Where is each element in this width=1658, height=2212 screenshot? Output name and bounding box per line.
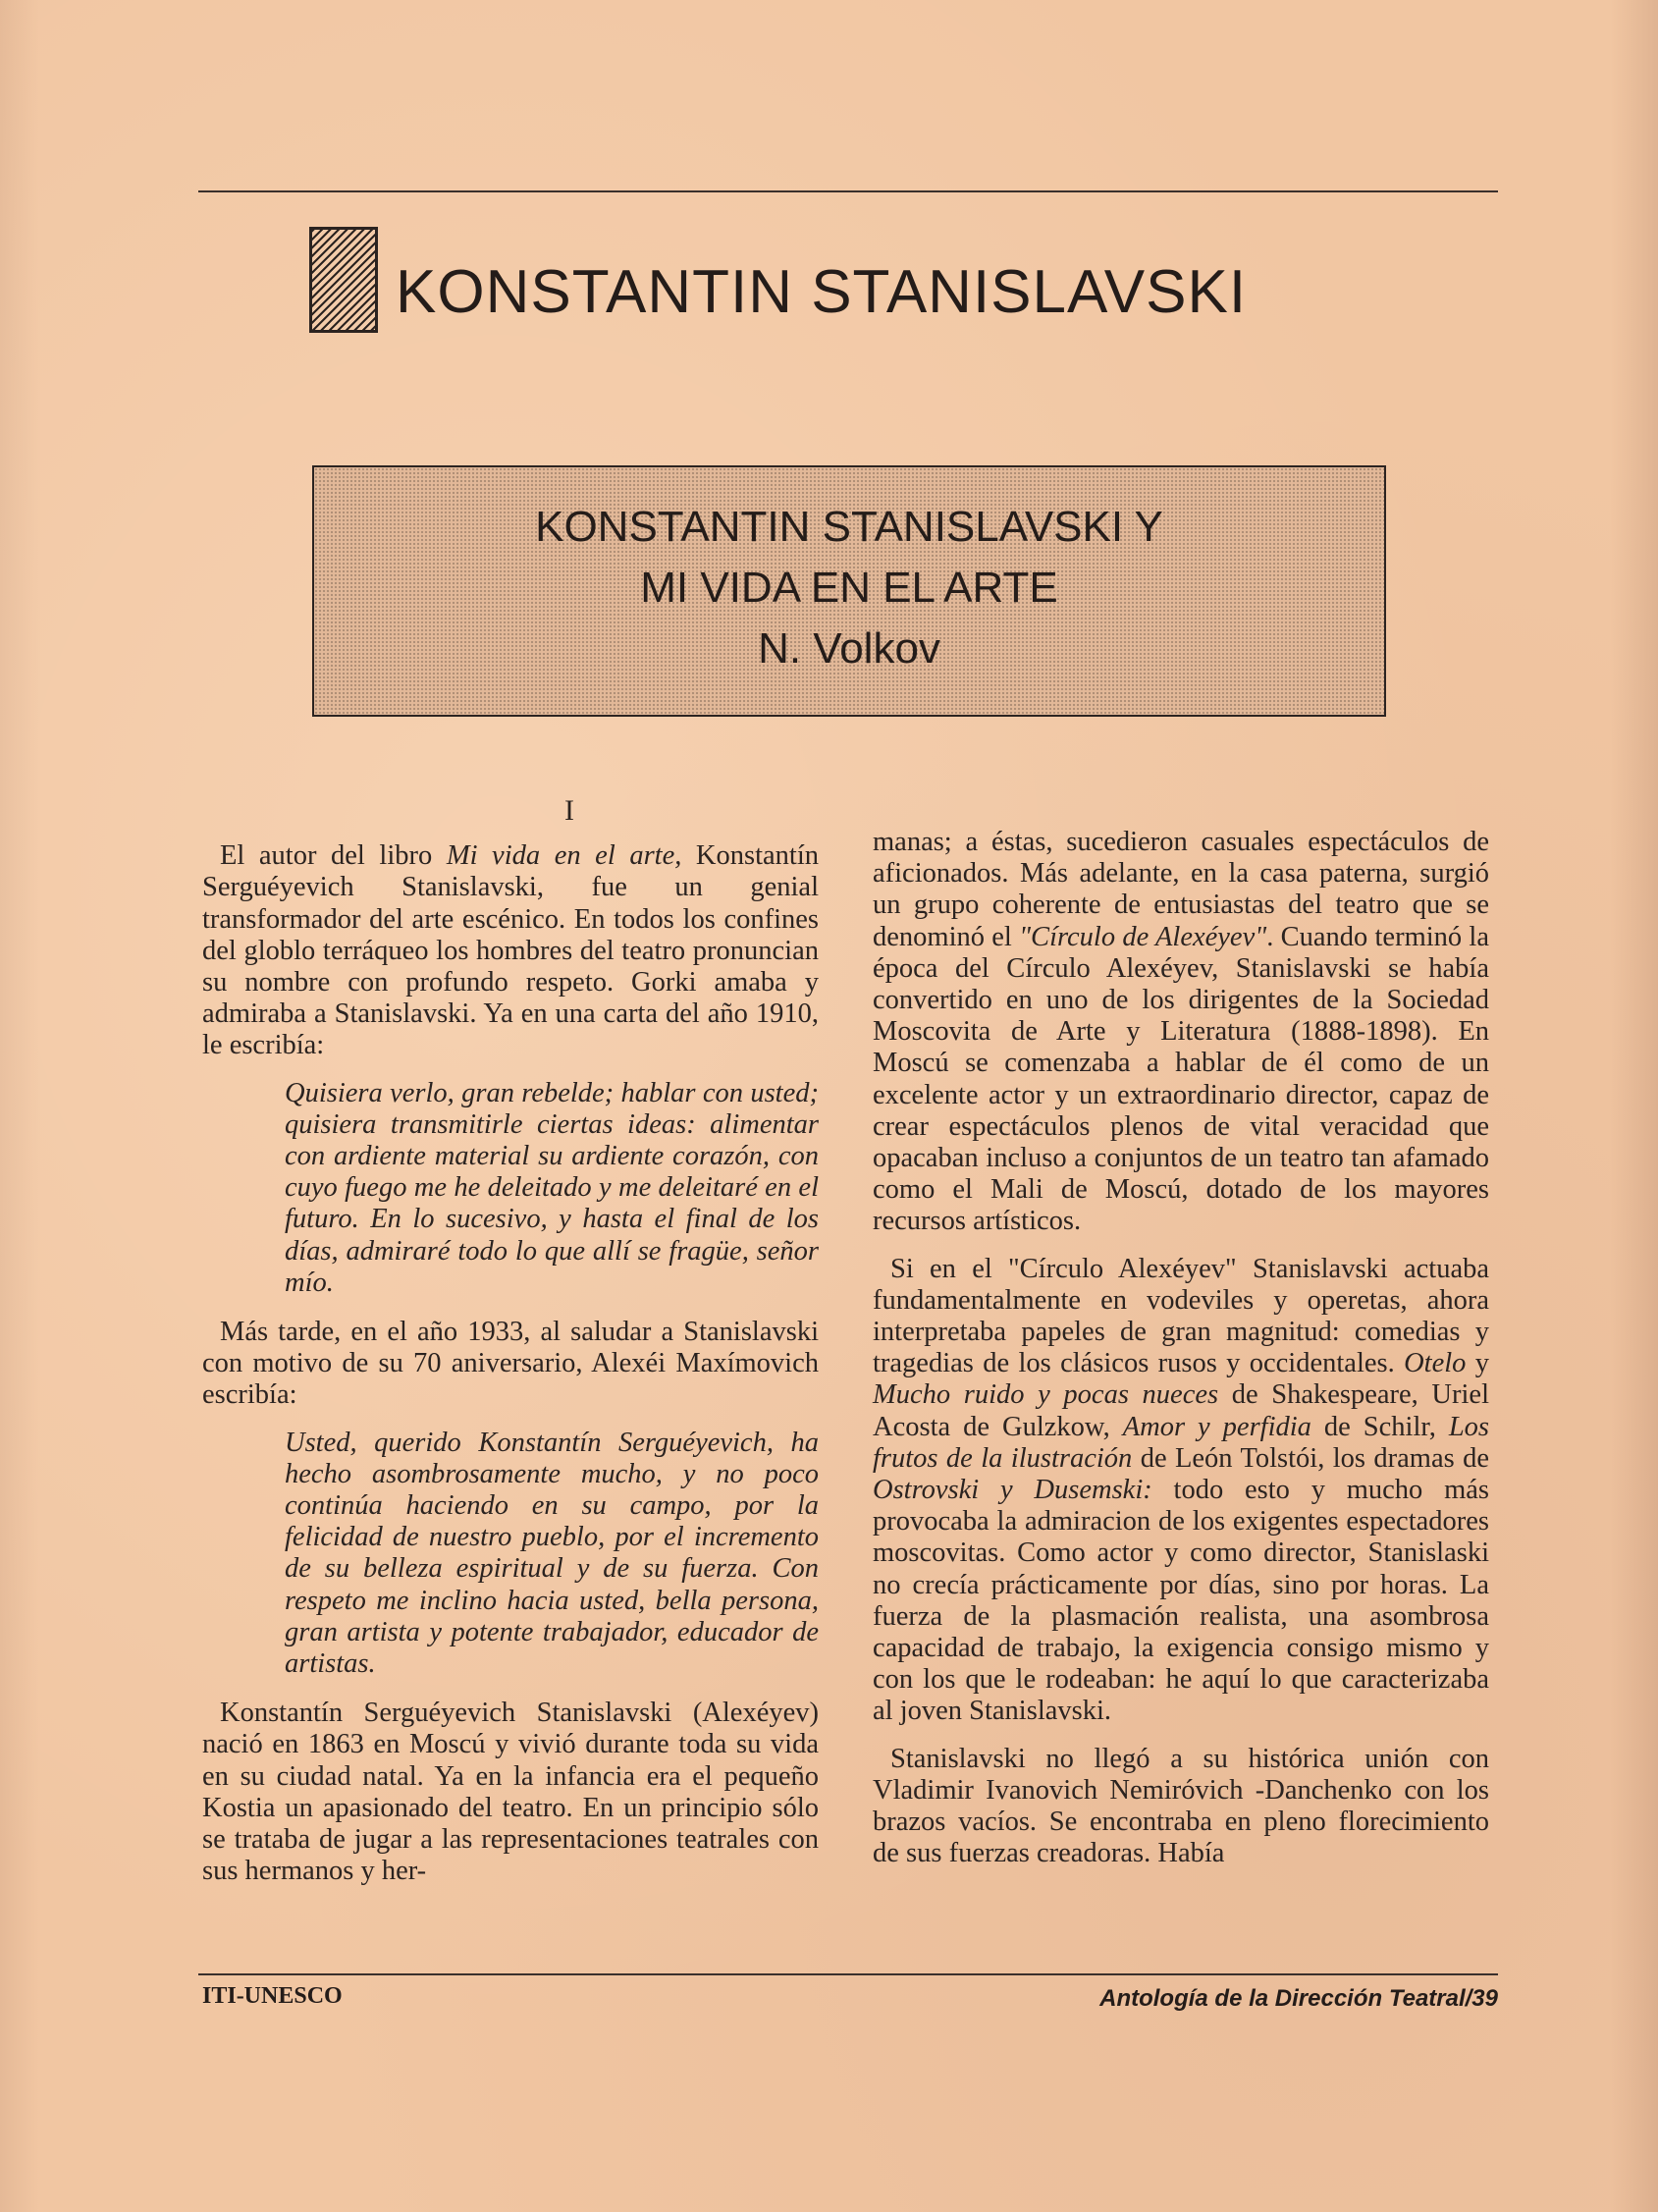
- paragraph: [202, 840, 819, 1061]
- hatched-square-icon: [309, 227, 378, 333]
- circle-name: "Círculo de Alexéyev": [1019, 921, 1267, 952]
- work-title: Ostrovski y Dusemski:: [873, 1475, 1152, 1506]
- article-title-line-2: MI VIDA EN EL ARTE: [640, 564, 1058, 612]
- quote-gorki-1910: Quisiera verlo, gran rebelde; hablar con usted; quisiera transmitirle ciertas ideas: alimentar con ardiente material su ardiente corazón, con cuyo fuego me he deleitado y me deleitaré en el futuro. En lo sucesivo, y hasta el final de los días, admiraré todo lo que allí se fragüe, señor mío.: [285, 1077, 819, 1298]
- text-span: Konstantín Serguéyevich Stanislavski, fue un genial transformador del arte escénico. En todos los confines del globlo terráqueo los hombres del teatro pronuncian su nombre con profundo respeto. Gorki amaba y admiraba a Stanislavski. Ya en una carta del año 1910, le escribía:: [202, 840, 820, 1061]
- footer-running-title: Antología de la Dirección Teatral/39: [1099, 1985, 1498, 2012]
- top-rule: [198, 190, 1498, 192]
- footer-publisher: ITI-UNESCO: [202, 1983, 343, 2009]
- title-block: [309, 226, 1247, 334]
- text-span: Si en el "Círculo Alexéyev" Stanislavski actuaba fundamentalmente en vodeviles y operetas, ahora interpretaba papeles de gran magnitud: comedias y tragedias de los clásicos rusos y occidentales.: [873, 1253, 1489, 1379]
- text-span: de Schilr,: [1310, 1411, 1449, 1442]
- article-title-line-1: KONSTANTIN STANISLAVSKI Y: [535, 503, 1163, 551]
- text-span: manas; a éstas, sucedieron casuales espectáculos de aficionados. Más adelante, en la casa paterna, surgió un grupo coherente de entusiastas del teatro que se denominó el: [873, 827, 1489, 952]
- paragraph: Más tarde, en el año 1933, al saludar a Stanislavski con motivo de su 70 aniversario, Alexéi Maxímovich escribía:: [202, 1317, 819, 1411]
- text-span: y: [1466, 1348, 1490, 1379]
- text-span: todo esto y mucho más provocaba la admiracion de los exigentes espectadores moscovitas. Como actor y como director, Stanislaski no crecía prácticamente por días, sino por horas. La fuerza de la plasmación realista, una asombrosa capacidad de trabajo, la exigencia consigo mismo y con los que le rodeaban: he aquí lo que caracterizaba al joven Stanislavski.: [873, 1475, 1490, 1727]
- text-span: de Shakespeare, Uriel Acosta de Gulzkow,: [873, 1379, 1489, 1442]
- article-author: N. Volkov: [758, 624, 940, 673]
- article-title-box: [312, 465, 1386, 717]
- paragraph: [873, 1254, 1489, 1728]
- paragraph: Stanislavski no llegó a su histórica unión con Vladimir Ivanovich Nemiróvich -Danchenko con los brazos vacíos. Se encontraba en pleno florecimiento de sus fuerzas creadoras. Había: [873, 1743, 1489, 1869]
- text-span: El autor del libro: [220, 840, 447, 872]
- work-title: Otelo: [1404, 1348, 1467, 1379]
- paragraph: Konstantín Serguéyevich Stanislavski (Alexéyev) nació en 1863 en Moscú y vivió durante toda su vida en su ciudad natal. Ya en la infancia era el pequeño Kostia un apasionado del teatro. En un principio sólo se trataba de jugar a las representaciones teatrales con sus hermanos y her-: [202, 1698, 819, 1887]
- text-span: . Cuando terminó la época del Círculo Alexéyev, Stanislavski se había convertido en uno de los dirigentes de la Sociedad Moscovita de Arte y Literatura (1888-1898). En Moscú se comenzaba a hablar de él como de un excelente actor y un extraordinario director, capaz de crear espectáculos plenos de vital veracidad que opacaban incluso a conjuntos de un teatro tan afamado como el Mali de Moscú, dotado de los mayores recursos artísticos.: [873, 921, 1489, 1237]
- text-span: de León Tolstói, los dramas de: [1132, 1442, 1489, 1474]
- page-title: KONSTANTIN STANISLAVSKI: [396, 258, 1248, 326]
- paragraph: [873, 827, 1489, 1238]
- bottom-rule: [198, 1973, 1498, 1975]
- quote-gorki-1933: Usted, querido Konstantín Serguéyevich, ha hecho asombrosamente mucho, y no poco continúa haciendo en su campo, por la felicidad de nuestro pueblo, por el incremento de su belleza espiritual y de su fuerza. Con respeto me inclino hacia usted, bella persona, gran artista y potente trabajador, educador de artistas.: [285, 1427, 819, 1680]
- work-title: Amor y perfidia: [1122, 1411, 1311, 1442]
- book-title: Mi vida en el arte,: [446, 840, 682, 872]
- left-column: [202, 795, 819, 1904]
- work-title: Los frutos de la ilustración: [873, 1411, 1490, 1474]
- work-title: Mucho ruido y pocas nueces: [873, 1379, 1219, 1411]
- section-numeral: I: [564, 794, 574, 827]
- right-column: [873, 827, 1489, 1886]
